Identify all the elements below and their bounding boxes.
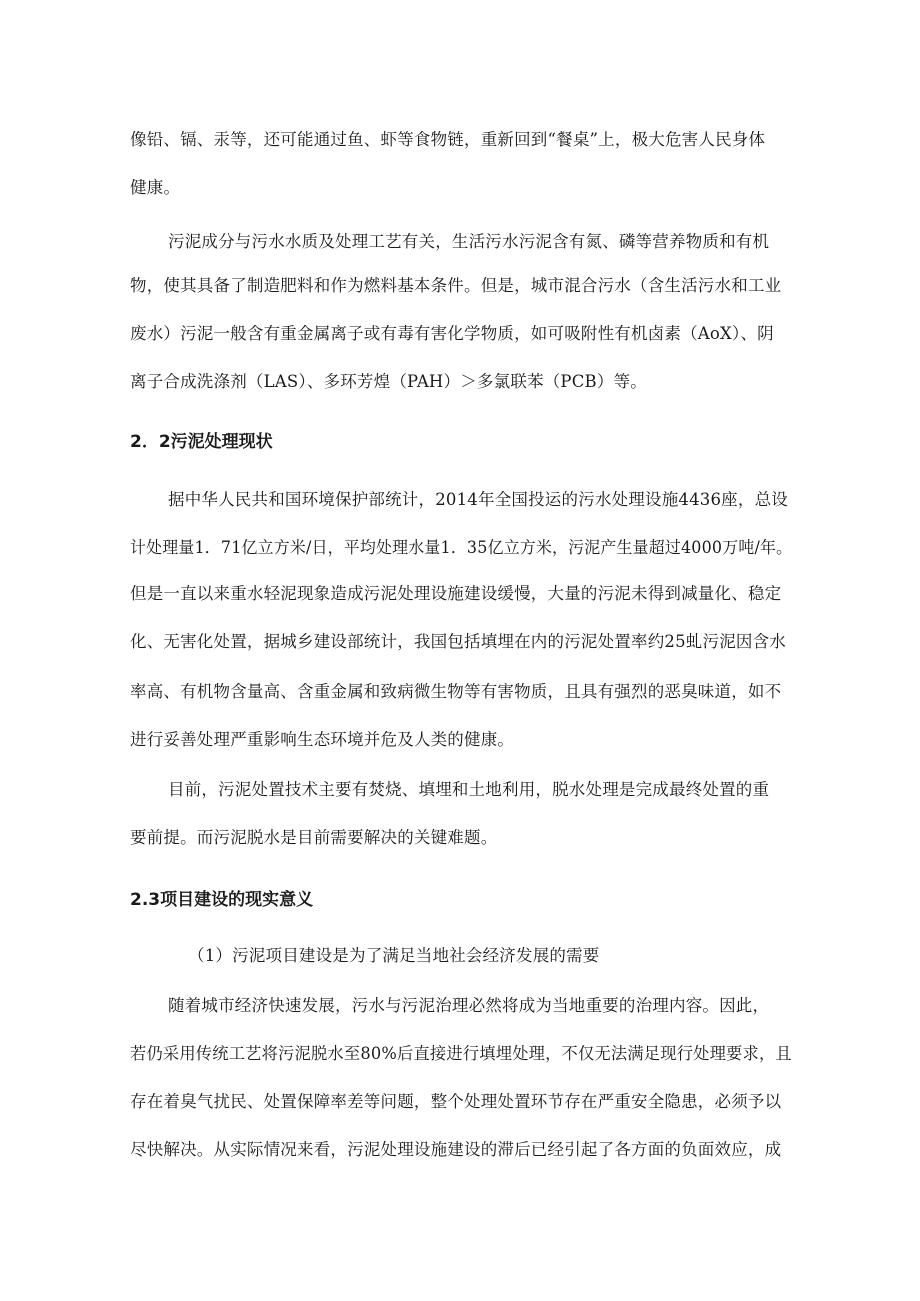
paragraph-line: 计处理量1．71亿立方米/日，平均处理水量1．35亿立方米，污泥产生量超过4000万吨/年。: [130, 538, 793, 557]
paragraph-line: 废水）污泥一般含有重金属离子或有毒有害化学物质，如可吸附性有机卤素（AoX）、阴: [130, 324, 774, 343]
paragraph-line: 离子合成洗涤剂（LAS）、多环芳煌（PAH）＞多氯联苯（PCB）等。: [130, 372, 647, 391]
paragraph-line: 要前提。而污泥脱水是目前需要解决的关键难题。: [130, 828, 498, 847]
paragraph-line: 健康。: [130, 178, 181, 197]
paragraph-line: 尽快解决。从实际情况来看，污泥处理设施建设的滞后已经引起了各方面的负面效应，成: [130, 1140, 782, 1159]
paragraph-line: 污泥成分与污水水质及处理工艺有关，生活污水污泥含有氮、磷等营养物质和有机: [168, 232, 770, 251]
paragraph-line: 物，使其具备了制造肥料和作为燃料基本条件。但是，城市混合污水（含生活污水和工业: [130, 276, 782, 295]
paragraph-line: 若仍采用传统工艺将污泥脱水至80%后直接进行填埋处理，不仅无法满足现行处理要求，且: [130, 1044, 792, 1063]
paragraph-line: 存在着臭气扰民、处置保障率差等问题，整个处理处置环节存在严重安全隐患，必须予以: [130, 1092, 782, 1111]
paragraph-line: 随着城市经济快速发展，污水与污泥治理必然将成为当地重要的治理内容。因此，: [168, 996, 770, 1015]
section-heading-2-3: 2.3项目建设的现实意义: [130, 890, 314, 910]
section-heading-2-2: 2．2污泥处理现状: [130, 432, 273, 452]
paragraph-line: 进行妥善处理严重影响生态环境并危及人类的健康。: [130, 730, 515, 749]
paragraph-line: 但是一直以来重水轻泥现象造成污泥处理设施建设缓慢，大量的污泥未得到减量化、稳定: [130, 584, 782, 603]
paragraph-line: 像铅、镉、汞等，还可能通过鱼、虾等食物链，重新回到“餐桌”上，极大危害人民身体: [130, 130, 766, 149]
subheading: （1）污泥项目建设是为了满足当地社会经济发展的需要: [188, 946, 600, 965]
paragraph-line: 化、无害化处置，据城乡建设部统计，我国包括填埋在内的污泥处置率约25虬污泥因含水: [130, 632, 786, 651]
paragraph-line: 据中华人民共和国环境保护部统计，2014年全国投运的污水处理设施4436座，总设: [168, 490, 788, 509]
paragraph-line: 率高、有机物含量高、含重金属和致病微生物等有害物质，且具有强烈的恶臭味道，如不: [130, 682, 782, 701]
paragraph-line: 目前，污泥处置技术主要有焚烧、填埋和土地利用，脱水处理是完成最终处置的重: [168, 780, 770, 799]
